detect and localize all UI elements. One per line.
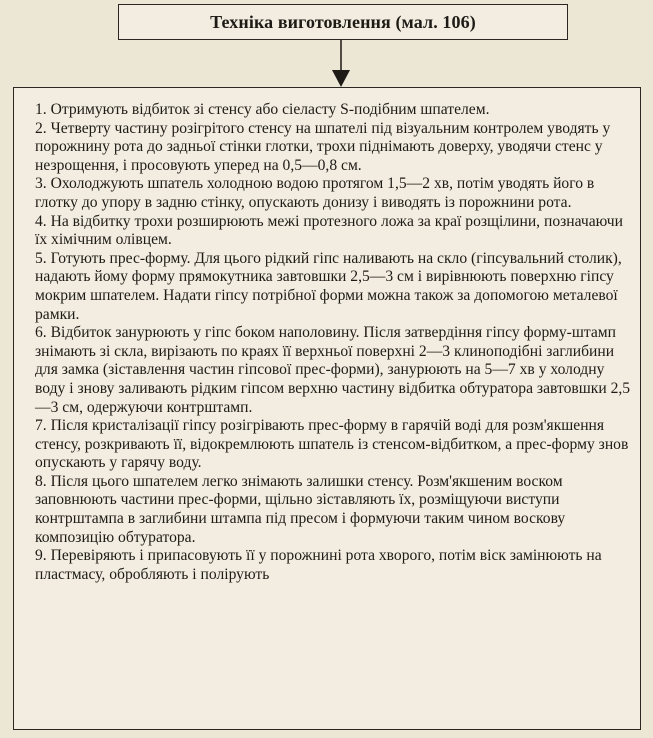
title-box xyxy=(118,4,568,40)
steps-box xyxy=(13,87,641,730)
title-text: Техніка виготовлення (мал. 106) xyxy=(210,11,476,32)
step-item: 8. Після цього шпателем легко знімають залишки стенсу. Розм'якшеним воском заповнюють частини прес-форми, щільно зіставляють їх, розміщуючи виступи контрштампа в заглибини штампа під пресом і формуючи таким чином воскову композицію обтуратора. xyxy=(35,472,566,546)
step-item: 7. Після кристалізації гіпсу розігрівають прес-форму в гарячій воді для розм'якшення стенсу, розкривають її, відокремлюють шпатель із стенсом-відбитком, а прес-форму знов опускають у гарячу воду. xyxy=(35,417,629,472)
step-item: 4. На відбитку трохи розширюють межі протезного ложа за краї розщілини, позначаючи їх хімічним олівцем. xyxy=(35,212,623,249)
step-item: 3. Охолоджують шпатель холодною водою протягом 1,5—2 хв, потім уводять його в глотку до упору в задню стінку, опускають донизу і виводять із порожнини рота. xyxy=(35,175,595,211)
step-item: 5. Готують прес-форму. Для цього рідкий гіпс наливають на скло (гіпсувальний столик), надають йому форму прямокутника завтовшки 2,5—3 см і вирівнюють поверхню гіпсу мокрим шпателем. Надати гіпсу потрібної форми можна також за допомогою металевої рамки. xyxy=(35,249,622,323)
step-item: 6. Відбиток занурюють у гіпс боком наполовину. Після затвердіння гіпсу форму-штамп знімають зі скла, вирізають по краях її верхньої поверхні 2—3 клиноподібні заглибини для замка (зіставлення частин гіпсової прес-форми), занурюють на 5—7 хв у холодну воду і знову заливають рідким гіпсом верхню частину відбитка обтуратора завтовшки 2,5—3 см, одержуючи контрштамп. xyxy=(35,324,631,416)
steps-list xyxy=(35,101,632,584)
down-arrow-icon xyxy=(330,40,352,88)
step-item: 1. Отримують відбиток зі стенсу або сіеласту S-подібним шпателем. xyxy=(35,101,490,118)
step-item: 2. Четверту частину розігрітого стенсу на шпателі під візуальним контролем уводять у порожнину рота до задньої стінки глотки, трохи піднімають доверху, уводячи стенс у незрощення, і просовують уперед на 0,5—0,8 см. xyxy=(35,119,611,174)
step-item: 9. Перевіряють і припасовують її у порожнині рота хворого, потім віск замінюють на пластмасу, обробляють і полірують xyxy=(35,547,602,583)
